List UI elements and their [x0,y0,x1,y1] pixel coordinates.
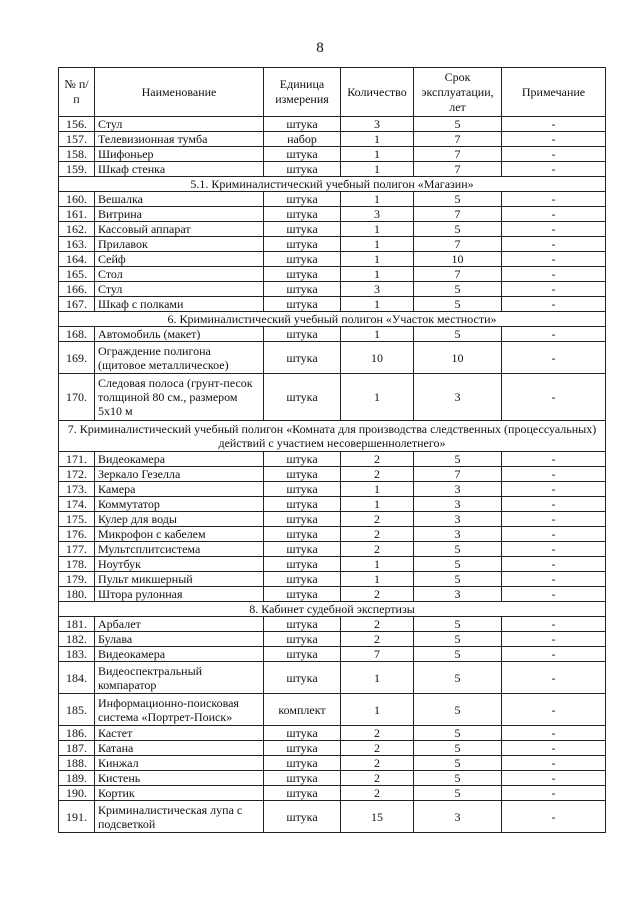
table-row [59,132,606,147]
table-row [59,662,606,694]
service-life: 5 [414,617,502,632]
unit-of-measure: комплект [264,694,341,726]
row-number: 191. [59,801,95,833]
unit-of-measure: штука [264,267,341,282]
quantity: 1 [341,482,414,497]
unit-of-measure: штука [264,587,341,602]
quantity: 2 [341,512,414,527]
item-name: Кинжал [95,756,264,771]
row-number: 167. [59,297,95,312]
note: - [502,327,606,342]
item-name: Следовая полоса (грунт-песок толщиной 80 см., размером 5х10 м [95,374,264,421]
column-header-name: Наименование [95,68,264,117]
table-row [59,452,606,467]
row-number: 164. [59,252,95,267]
item-name: Ноутбук [95,557,264,572]
table-row [59,482,606,497]
quantity: 1 [341,267,414,282]
item-name: Витрина [95,207,264,222]
service-life: 5 [414,756,502,771]
note: - [502,771,606,786]
service-life: 7 [414,132,502,147]
quantity: 3 [341,207,414,222]
service-life: 5 [414,771,502,786]
quantity: 2 [341,617,414,632]
item-name: Камера [95,482,264,497]
note: - [502,801,606,833]
table-row [59,557,606,572]
item-name: Стол [95,267,264,282]
service-life: 3 [414,497,502,512]
row-number: 168. [59,327,95,342]
table-row [59,282,606,297]
note: - [502,252,606,267]
row-number: 174. [59,497,95,512]
service-life: 7 [414,207,502,222]
item-name: Штора рулонная [95,587,264,602]
unit-of-measure: штука [264,542,341,557]
note: - [502,267,606,282]
unit-of-measure: штука [264,662,341,694]
note: - [502,147,606,162]
unit-of-measure: штука [264,252,341,267]
table-row [59,572,606,587]
table-row [59,694,606,726]
table-row [59,647,606,662]
unit-of-measure: штука [264,374,341,421]
row-number: 178. [59,557,95,572]
unit-of-measure: штука [264,647,341,662]
service-life: 5 [414,694,502,726]
row-number: 162. [59,222,95,237]
table-row [59,222,606,237]
row-number: 187. [59,741,95,756]
item-name: Булава [95,632,264,647]
note: - [502,282,606,297]
service-life: 7 [414,147,502,162]
quantity: 1 [341,662,414,694]
column-header-number: № п/п [59,68,95,117]
item-name: Прилавок [95,237,264,252]
row-number: 171. [59,452,95,467]
table-header-row [59,68,606,117]
quantity: 1 [341,132,414,147]
note: - [502,117,606,132]
item-name: Шкаф с полками [95,297,264,312]
item-name: Информационно-поисковая система «Портрет-Поиск» [95,694,264,726]
unit-of-measure: штука [264,801,341,833]
row-number: 170. [59,374,95,421]
item-name: Кастет [95,726,264,741]
note: - [502,132,606,147]
service-life: 7 [414,237,502,252]
service-life: 5 [414,222,502,237]
quantity: 1 [341,162,414,177]
unit-of-measure: штука [264,222,341,237]
quantity: 2 [341,786,414,801]
row-number: 157. [59,132,95,147]
row-number: 156. [59,117,95,132]
row-number: 169. [59,342,95,374]
note: - [502,726,606,741]
table-row [59,207,606,222]
table-row [59,741,606,756]
quantity: 1 [341,327,414,342]
unit-of-measure: штука [264,632,341,647]
row-number: 184. [59,662,95,694]
row-number: 159. [59,162,95,177]
item-name: Кистень [95,771,264,786]
item-name: Стул [95,117,264,132]
table-row [59,542,606,557]
item-name: Телевизионная тумба [95,132,264,147]
row-number: 176. [59,527,95,542]
note: - [502,207,606,222]
service-life: 5 [414,632,502,647]
quantity: 2 [341,527,414,542]
quantity: 1 [341,497,414,512]
service-life: 3 [414,482,502,497]
section-header-row [59,602,606,617]
table-row [59,252,606,267]
row-number: 166. [59,282,95,297]
row-number: 190. [59,786,95,801]
unit-of-measure: штука [264,557,341,572]
unit-of-measure: штука [264,572,341,587]
table-row [59,512,606,527]
table-row [59,327,606,342]
note: - [502,662,606,694]
item-name: Мультсплитсистема [95,542,264,557]
unit-of-measure: штука [264,192,341,207]
item-name: Видеокамера [95,647,264,662]
item-name: Сейф [95,252,264,267]
quantity: 3 [341,117,414,132]
note: - [502,527,606,542]
row-number: 172. [59,467,95,482]
row-number: 165. [59,267,95,282]
note: - [502,452,606,467]
table-row [59,587,606,602]
quantity: 3 [341,282,414,297]
quantity: 2 [341,726,414,741]
note: - [502,342,606,374]
unit-of-measure: штука [264,207,341,222]
note: - [502,617,606,632]
table-row [59,267,606,282]
row-number: 186. [59,726,95,741]
service-life: 3 [414,512,502,527]
row-number: 161. [59,207,95,222]
quantity: 1 [341,694,414,726]
unit-of-measure: штука [264,162,341,177]
row-number: 173. [59,482,95,497]
table-row [59,617,606,632]
quantity: 2 [341,452,414,467]
item-name: Ограждение полигона (щитовое металлическое) [95,342,264,374]
row-number: 182. [59,632,95,647]
unit-of-measure: штука [264,512,341,527]
note: - [502,162,606,177]
quantity: 7 [341,647,414,662]
quantity: 2 [341,756,414,771]
item-name: Катана [95,741,264,756]
note: - [502,512,606,527]
row-number: 163. [59,237,95,252]
unit-of-measure: набор [264,132,341,147]
row-number: 177. [59,542,95,557]
unit-of-measure: штука [264,756,341,771]
item-name: Шкаф стенка [95,162,264,177]
service-life: 5 [414,726,502,741]
quantity: 2 [341,587,414,602]
unit-of-measure: штука [264,147,341,162]
item-name: Видеоспектральный компаратор [95,662,264,694]
item-name: Пульт микшерный [95,572,264,587]
item-name: Вешалка [95,192,264,207]
item-name: Автомобиль (макет) [95,327,264,342]
table-row [59,527,606,542]
inventory-table [58,67,606,833]
column-header-unit: Единица измерения [264,68,341,117]
quantity: 15 [341,801,414,833]
table-row [59,237,606,252]
note: - [502,222,606,237]
unit-of-measure: штука [264,297,341,312]
table-row [59,497,606,512]
quantity: 2 [341,542,414,557]
note: - [502,572,606,587]
column-header-note: Примечание [502,68,606,117]
column-header-service-life: Срок эксплуатации, лет [414,68,502,117]
unit-of-measure: штука [264,786,341,801]
table-row [59,162,606,177]
service-life: 5 [414,282,502,297]
note: - [502,374,606,421]
note: - [502,741,606,756]
unit-of-measure: штука [264,342,341,374]
note: - [502,297,606,312]
note: - [502,467,606,482]
service-life: 5 [414,647,502,662]
row-number: 188. [59,756,95,771]
section-title: 6. Криминалистический учебный полигон «Участок местности» [59,312,606,327]
section-title: 8. Кабинет судебной экспертизы [59,602,606,617]
table-row [59,147,606,162]
section-header-row [59,312,606,327]
service-life: 3 [414,374,502,421]
quantity: 2 [341,632,414,647]
item-name: Шифоньер [95,147,264,162]
unit-of-measure: штука [264,327,341,342]
note: - [502,237,606,252]
service-life: 5 [414,192,502,207]
service-life: 3 [414,587,502,602]
service-life: 5 [414,572,502,587]
unit-of-measure: штука [264,726,341,741]
table-row [59,192,606,207]
service-life: 3 [414,801,502,833]
service-life: 5 [414,297,502,312]
quantity: 1 [341,557,414,572]
row-number: 158. [59,147,95,162]
service-life: 5 [414,662,502,694]
quantity: 1 [341,252,414,267]
section-header-row [59,421,606,452]
quantity: 1 [341,237,414,252]
unit-of-measure: штука [264,282,341,297]
quantity: 1 [341,192,414,207]
column-header-quantity: Количество [341,68,414,117]
item-name: Видеокамера [95,452,264,467]
item-name: Кортик [95,786,264,801]
unit-of-measure: штука [264,237,341,252]
table-row [59,786,606,801]
note: - [502,557,606,572]
table-row [59,801,606,833]
section-title: 7. Криминалистический учебный полигон «Комната для производства следственных (процессуальных) действий с участием несовершеннолетнего» [59,421,606,452]
note: - [502,647,606,662]
service-life: 5 [414,542,502,557]
item-name: Стул [95,282,264,297]
service-life: 5 [414,786,502,801]
unit-of-measure: штука [264,117,341,132]
quantity: 10 [341,342,414,374]
service-life: 7 [414,467,502,482]
unit-of-measure: штука [264,741,341,756]
table-row [59,632,606,647]
item-name: Зеркало Гезелла [95,467,264,482]
quantity: 1 [341,297,414,312]
unit-of-measure: штука [264,482,341,497]
unit-of-measure: штука [264,452,341,467]
quantity: 1 [341,147,414,162]
unit-of-measure: штука [264,467,341,482]
note: - [502,542,606,557]
unit-of-measure: штука [264,527,341,542]
note: - [502,756,606,771]
note: - [502,786,606,801]
item-name: Кулер для воды [95,512,264,527]
note: - [502,192,606,207]
row-number: 181. [59,617,95,632]
service-life: 5 [414,327,502,342]
table-row [59,117,606,132]
row-number: 160. [59,192,95,207]
quantity: 1 [341,374,414,421]
table-row [59,297,606,312]
note: - [502,587,606,602]
service-life: 7 [414,267,502,282]
service-life: 5 [414,741,502,756]
item-name: Арбалет [95,617,264,632]
service-life: 7 [414,162,502,177]
item-name: Криминалистическая лупа с подсветкой [95,801,264,833]
unit-of-measure: штука [264,771,341,786]
unit-of-measure: штука [264,617,341,632]
service-life: 3 [414,527,502,542]
note: - [502,632,606,647]
page-number: 8 [316,40,324,56]
table-row [59,756,606,771]
item-name: Коммутатор [95,497,264,512]
row-number: 183. [59,647,95,662]
item-name: Кассовый аппарат [95,222,264,237]
section-header-row [59,177,606,192]
table-row [59,374,606,421]
section-title: 5.1. Криминалистический учебный полигон «Магазин» [59,177,606,192]
note: - [502,482,606,497]
row-number: 180. [59,587,95,602]
quantity: 1 [341,572,414,587]
table-body [59,117,606,833]
quantity: 2 [341,467,414,482]
table-row [59,771,606,786]
row-number: 189. [59,771,95,786]
note: - [502,497,606,512]
row-number: 185. [59,694,95,726]
table-row [59,342,606,374]
service-life: 5 [414,452,502,467]
note: - [502,694,606,726]
row-number: 175. [59,512,95,527]
service-life: 5 [414,557,502,572]
quantity: 2 [341,771,414,786]
item-name: Микрофон с кабелем [95,527,264,542]
unit-of-measure: штука [264,497,341,512]
quantity: 2 [341,741,414,756]
quantity: 1 [341,222,414,237]
service-life: 10 [414,252,502,267]
row-number: 179. [59,572,95,587]
table-row [59,726,606,741]
service-life: 10 [414,342,502,374]
table-row [59,467,606,482]
service-life: 5 [414,117,502,132]
